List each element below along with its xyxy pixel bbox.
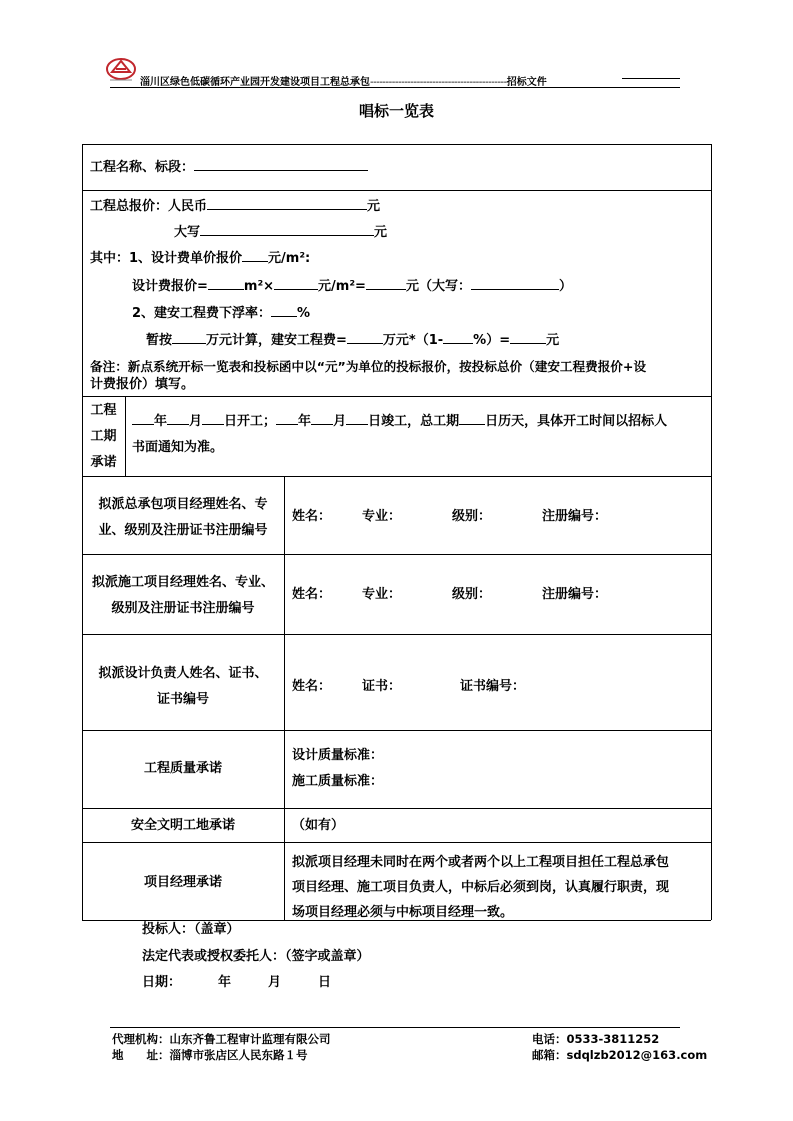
start-day-input[interactable] xyxy=(202,412,224,425)
construction-tmp-label: 暂按 xyxy=(146,333,173,348)
note-line-2: 计费报价）填写。 xyxy=(90,377,195,392)
design-lead-label-line: 拟派设计负责人姓名、证书、 xyxy=(98,666,268,681)
start-month-label: 月 xyxy=(189,414,203,429)
period-label xyxy=(82,398,125,476)
period-label-divider xyxy=(125,396,126,476)
end-month-input[interactable] xyxy=(311,412,333,425)
design-lead-label-line: 证书编号 xyxy=(156,692,209,707)
con-pm-label-line: 级别及注册证书注册编号 xyxy=(111,601,255,616)
design-fee-upper-input[interactable] xyxy=(471,277,559,290)
design-yuan-upper: 元（大写： xyxy=(405,279,471,294)
upper-price-row xyxy=(174,223,387,241)
construction-fee-input[interactable] xyxy=(510,331,546,344)
upper-price-yuan: 元 xyxy=(374,225,388,240)
period-line-1 xyxy=(132,412,667,430)
start-day-label: 日开工； xyxy=(224,414,277,429)
company-logo-icon xyxy=(104,56,138,84)
float-rate-percent: % xyxy=(297,306,311,321)
end-month-label: 月 xyxy=(333,414,347,429)
legal-rep-sign: 法定代表或授权委托人：（签字或盖章） xyxy=(142,949,370,964)
header-dashes: -------------------------------------------- xyxy=(370,77,507,88)
date-month: 月 xyxy=(268,975,282,990)
construction-tmp-input[interactable] xyxy=(172,331,206,344)
pm-commit-line: 拟派项目经理未同时在两个或者两个以上工程项目担任工程总承包 xyxy=(292,855,670,870)
start-year-input[interactable] xyxy=(132,412,154,425)
page-title: 唱标一览表 xyxy=(358,102,434,120)
construction-wan-label: 万元*（1- xyxy=(382,333,444,348)
design-price-input[interactable] xyxy=(274,277,318,290)
gc-pm-name-field[interactable]: 姓名： xyxy=(292,509,332,524)
footer-address xyxy=(112,1047,308,1063)
period-line-2: 书面通知为准。 xyxy=(132,440,224,455)
total-price-label: 工程总报价：人民币 xyxy=(90,199,208,214)
total-days-label: 日历天，具体开工时间以招标人 xyxy=(485,414,668,429)
start-year-label: 年 xyxy=(154,414,168,429)
table-line-1 xyxy=(82,190,711,191)
gc-pm-level-field[interactable]: 级别： xyxy=(452,509,492,524)
design-m2x: m²× xyxy=(243,279,275,294)
design-unit-row xyxy=(90,249,310,267)
period-label-line: 工期 xyxy=(90,429,117,444)
design-yuan-per-m2: 元/m²= xyxy=(318,279,366,294)
table-border-right xyxy=(711,144,712,920)
table-line-5 xyxy=(82,634,711,635)
header-rule-short xyxy=(622,78,680,79)
table-line-6 xyxy=(82,730,711,731)
table-line-8 xyxy=(82,842,711,843)
quality-label: 工程质量承诺 xyxy=(143,761,222,776)
pm-commit-text xyxy=(292,850,669,925)
float-rate-input[interactable] xyxy=(271,304,297,317)
date-day: 日 xyxy=(318,975,332,990)
gc-pm-label-line: 业、级别及注册证书注册编号 xyxy=(98,523,268,538)
con-pm-label-line: 拟派施工项目经理姓名、专业、 xyxy=(91,575,274,590)
project-name-input[interactable] xyxy=(194,158,368,171)
design-lead-cert-field[interactable]: 证书： xyxy=(362,679,402,694)
header-project xyxy=(140,73,547,88)
date-row xyxy=(142,975,332,991)
construction-percent-label: %）= xyxy=(473,333,511,348)
design-lead-label xyxy=(82,661,284,713)
header-rule xyxy=(110,87,680,88)
safety-value: （如有） xyxy=(292,818,345,833)
gc-pm-major-field[interactable]: 专业： xyxy=(362,509,402,524)
table-line-4 xyxy=(82,554,711,555)
footer-address-label: 地 址： xyxy=(112,1048,170,1062)
footer-agency: 代理机构：山东齐鲁工程审计监理有限公司 xyxy=(112,1032,331,1046)
end-year-label: 年 xyxy=(298,414,312,429)
table-mid-divider xyxy=(284,476,285,920)
table-line-2 xyxy=(82,396,711,397)
design-lead-name-field[interactable]: 姓名： xyxy=(292,679,332,694)
header-doc-type: 招标文件 xyxy=(506,77,547,88)
pm-commit-line: 项目经理、施工项目负责人，中标后必须到岗，认真履行职责，现 xyxy=(292,880,670,895)
design-area-input[interactable] xyxy=(208,277,244,290)
construction-calc-label: 万元计算，建安工程费= xyxy=(206,333,347,348)
gc-pm-label-line: 拟派总承包项目经理姓名、专 xyxy=(98,497,268,512)
design-fee-label: 设计费报价= xyxy=(132,279,208,294)
date-year: 年 xyxy=(218,975,232,990)
design-fee-input[interactable] xyxy=(366,277,406,290)
construction-base-input[interactable] xyxy=(347,331,383,344)
design-unit-input[interactable] xyxy=(242,249,268,262)
total-price-input[interactable] xyxy=(207,197,367,210)
con-pm-major-field[interactable]: 专业： xyxy=(362,587,402,602)
period-label-line: 承诺 xyxy=(90,455,117,470)
total-days-input[interactable] xyxy=(459,412,485,425)
table-border-top xyxy=(82,144,711,145)
gc-pm-label xyxy=(82,492,284,544)
footer-phone: 电话：0533-3811252 xyxy=(532,1032,660,1046)
design-unit-label: 其中：1、设计费单价报价 xyxy=(90,251,243,266)
total-price-yuan: 元 xyxy=(367,199,381,214)
design-quality-field[interactable]: 设计质量标准： xyxy=(292,748,384,763)
construction-rate-input[interactable] xyxy=(443,331,473,344)
bidder-seal: 投标人：（盖章） xyxy=(142,922,240,937)
end-day-label: 日竣工，总工期 xyxy=(368,414,460,429)
construction-yuan: 元 xyxy=(546,333,560,348)
float-rate-label: 2、建安工程费下浮率： xyxy=(132,306,272,321)
con-pm-label xyxy=(82,570,284,622)
end-day-input[interactable] xyxy=(346,412,368,425)
con-pm-name-field[interactable]: 姓名： xyxy=(292,587,332,602)
float-rate-row xyxy=(132,304,310,322)
gc-pm-cert-field[interactable]: 注册编号： xyxy=(542,509,608,524)
construction-quality-field[interactable]: 施工质量标准： xyxy=(292,774,384,789)
total-price-row xyxy=(90,197,380,215)
footer-rule xyxy=(110,1027,680,1028)
upper-price-label: 大写 xyxy=(174,225,201,240)
project-name-label: 工程名称、标段： xyxy=(90,160,195,175)
pm-commit-label: 项目经理承诺 xyxy=(143,875,222,890)
project-name-row xyxy=(90,158,368,176)
upper-price-input[interactable] xyxy=(200,223,374,236)
design-fee-row xyxy=(132,277,572,295)
table-line-7 xyxy=(82,808,711,809)
header-logo xyxy=(104,56,138,84)
end-year-input[interactable] xyxy=(276,412,298,425)
start-month-input[interactable] xyxy=(167,412,189,425)
construction-fee-row xyxy=(146,331,559,349)
date-label: 日期： xyxy=(142,975,182,990)
note-line-1: 备注：新点系统开标一览表和投标函中以“元”为单位的投标报价，按投标总价（建安工程费报价+设 xyxy=(90,359,647,374)
safety-label: 安全文明工地承诺 xyxy=(130,818,235,833)
design-lead-cert-no-field[interactable]: 证书编号： xyxy=(460,679,526,694)
con-pm-cert-field[interactable]: 注册编号： xyxy=(542,587,608,602)
design-unit-text: 元/m²: xyxy=(268,251,311,266)
header-project-name: 淄川区绿色低碳循环产业园开发建设项目工程总承包 xyxy=(140,77,370,88)
footer-email[interactable]: 邮箱：sdqlzb2012@163.com xyxy=(532,1048,708,1062)
footer-address-value: 淄博市张店区人民东路１号 xyxy=(169,1048,308,1062)
pm-commit-line: 场项目经理必须与中标项目经理一致。 xyxy=(292,905,514,920)
con-pm-level-field[interactable]: 级别： xyxy=(452,587,492,602)
design-close-paren: ） xyxy=(558,279,572,294)
table-line-3 xyxy=(82,476,711,477)
period-label-line: 工程 xyxy=(90,403,117,418)
